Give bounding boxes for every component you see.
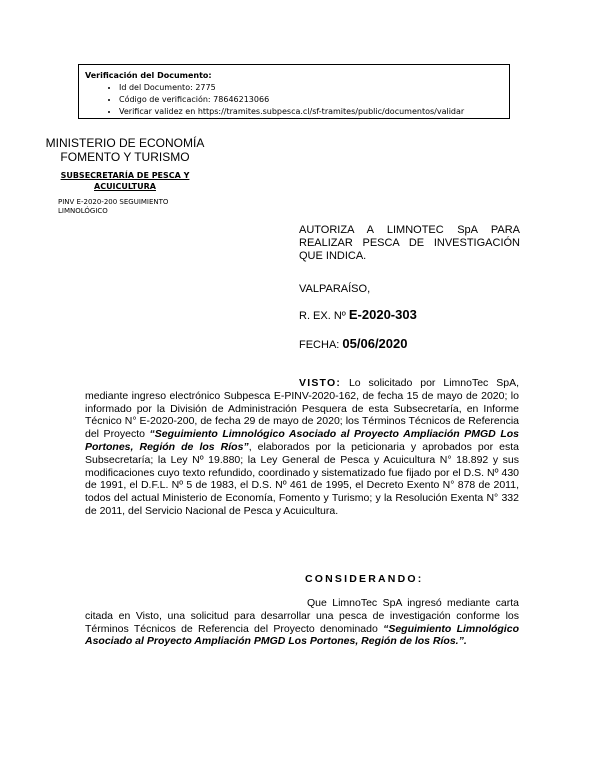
- verification-code: • Código de verificación: 78646213066: [119, 94, 503, 106]
- fecha-label: FECHA:: [299, 339, 340, 351]
- ministry-line-1: MINISTERIO DE ECONOMÍA: [45, 136, 205, 150]
- resolution-date: [299, 336, 407, 351]
- pinv-line-1: PINV E-2020-200 SEGUIMIENTO: [58, 198, 169, 206]
- considerando-paragraph: [85, 597, 519, 648]
- visto-project-name: “Seguimiento Limnológico Asociado al Proyecto Ampliación PMGD Los Portones, Región de los Ríos”: [85, 428, 519, 453]
- subsecretaria-name: SUBSECRETARÍA DE PESCA Y ACUICULTURA: [60, 171, 190, 191]
- document-id: • Id del Documento: 2775: [119, 82, 503, 94]
- visto-paragraph: [85, 377, 519, 518]
- validation-link[interactable]: • Verificar validez en https://tramites.subpesca.cl/sf-tramites/public/documentos/validar: [119, 106, 503, 118]
- verification-box: [78, 64, 510, 119]
- verification-title: Verificación del Documento:: [85, 71, 212, 80]
- verification-list: [85, 82, 503, 118]
- rex-label: R. EX. Nº: [299, 310, 346, 322]
- rex-number: E-2020-303: [348, 307, 417, 322]
- fecha-value: 05/06/2020: [342, 336, 408, 351]
- pinv-line-2: LIMNOLÓGICO: [58, 207, 108, 215]
- considerando-project-name: “Seguimiento Limnológico Asociado al Proyecto Ampliación PMGD Los Portones, Región de los Ríos.”.: [85, 622, 519, 648]
- visto-text-a: Lo solicitado por LimnoTec SpA, mediante ingreso electrónico Subpesca E-PINV-2020-162, de fecha 15 de mayo de 2020; lo informado por la División de Administración Pesquera de esta Subsecretaría, en Informe Técnico N° E-2020-200, de fecha 29 de mayo de 2020; los Términos Técnicos de Referencia del Proyecto: [85, 377, 519, 441]
- place: VALPARAÍSO,: [299, 283, 371, 295]
- considerando-text: Que LimnoTec SpA ingresó mediante carta citada en Visto, una solicitud para desarrollar una pesca de investigación conforme los Términos Técnicos de Referencia del Proyecto denominado: [85, 597, 519, 635]
- resolution-number: [299, 307, 417, 322]
- considerando-heading: CONSIDERANDO:: [305, 573, 424, 585]
- visto-text-b: , elaborados por la peticionaria y aprobados por esta Subsecretaría; la Ley Nº 19.880; la Ley General de Pesca y Acuicultura N° 18.892 y sus modificaciones cuyo texto refundido, coordinado y sistematizado fue fijado por el D.S. Nº 430 de 1991, el D.F.L. Nº 5 de 1983, el D.S. Nº 461 de 1995, el Decreto Exento N° 878 de 2011, todos del actual Ministerio de Economía, Fomento y Turismo; y la Resolución Exenta N° 332 de 2011, del Servicio Nacional de Pesca y Acuicultura.: [85, 440, 519, 517]
- pinv-reference: [58, 198, 208, 216]
- visto-label: VISTO:: [299, 377, 342, 389]
- ministry-line-2: FOMENTO Y TURISMO: [60, 150, 190, 164]
- resolution-title: AUTORIZA A LIMNOTEC SpA PARA REALIZAR PESCA DE INVESTIGACIÓN QUE INDICA.: [299, 224, 520, 262]
- ministry-name: [30, 136, 220, 164]
